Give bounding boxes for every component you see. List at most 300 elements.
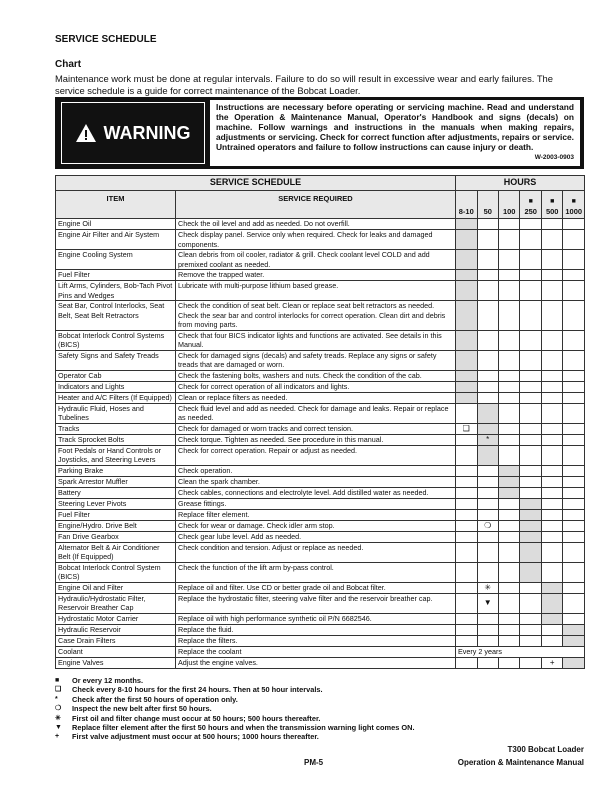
hours-cell — [520, 509, 541, 520]
hours-cell — [563, 542, 585, 562]
hours-cell — [520, 613, 541, 624]
table-row — [56, 624, 585, 635]
warning-code: W-2003-0903 — [534, 154, 574, 161]
hours-cell — [563, 219, 585, 230]
legend-note — [55, 723, 415, 732]
hours-cell — [541, 403, 562, 423]
hours-cell — [563, 423, 585, 434]
hours-cell — [498, 392, 519, 403]
item-header: ITEM — [56, 191, 176, 219]
table-row — [56, 370, 585, 381]
table-row — [56, 392, 585, 403]
hours-cell — [477, 423, 498, 434]
hours-cell — [498, 542, 519, 562]
service-cell: Adjust the engine valves. — [176, 657, 456, 668]
hours-cell — [563, 562, 585, 582]
hours-cell — [520, 657, 541, 668]
hours-cell — [498, 465, 519, 476]
legend-symbol: ✳ — [55, 714, 61, 722]
hours-cell — [456, 434, 477, 445]
hours-cell — [520, 350, 541, 370]
hours-cell — [563, 531, 585, 542]
hours-cell — [520, 476, 541, 487]
item-cell: Engine Air Filter and Air System — [56, 230, 176, 250]
service-cell: Check for correct operation of all indicators and lights. — [176, 381, 456, 392]
item-cell: Seat Bar, Control Interlocks, Seat Belt, Seat Belt Retractors — [56, 301, 176, 331]
service-cell: Check torque. Tighten as needed. See procedure in this manual. — [176, 434, 456, 445]
hours-cell — [456, 301, 477, 331]
hours-cell — [477, 520, 498, 531]
hours-cell — [498, 250, 519, 270]
warning-text-box — [210, 100, 580, 166]
hours-cell — [563, 613, 585, 624]
legend-note — [55, 732, 415, 741]
table-row — [56, 465, 585, 476]
hours-cell — [563, 487, 585, 498]
hours-cell — [498, 381, 519, 392]
service-cell: Grease fittings. — [176, 498, 456, 509]
hours-cell — [477, 270, 498, 281]
item-cell: Hydraulic Fluid, Hoses and Tubelines — [56, 403, 176, 423]
item-cell: Hydraulic Reservoir — [56, 624, 176, 635]
hours-header-50 — [477, 191, 498, 219]
warning-box — [55, 97, 584, 169]
service-cell: Replace the fluid. — [176, 624, 456, 635]
hours-cell — [456, 330, 477, 350]
hours-cell — [456, 562, 477, 582]
table-row — [56, 445, 585, 465]
hours-label: 100 — [502, 206, 516, 216]
hours-cell — [520, 250, 541, 270]
table-row — [56, 219, 585, 230]
table-row — [56, 613, 585, 624]
note-symbol: * — [486, 434, 490, 444]
hours-cell — [477, 542, 498, 562]
hours-cell — [541, 542, 562, 562]
service-cell: Replace the filters. — [176, 635, 456, 646]
item-cell: Engine Oil — [56, 219, 176, 230]
table-row — [56, 582, 585, 593]
hours-cell — [498, 350, 519, 370]
note-symbol: ▼ — [483, 598, 492, 608]
hours-cell — [541, 562, 562, 582]
page-number: PM-5 — [304, 758, 324, 767]
hours-cell — [563, 281, 585, 301]
hours-cell — [563, 381, 585, 392]
hours-cell — [477, 593, 498, 613]
hours-cell — [541, 423, 562, 434]
hours-cell — [498, 657, 519, 668]
table-row — [56, 542, 585, 562]
service-cell: Replace the coolant — [176, 646, 456, 657]
hours-cell — [541, 635, 562, 646]
hours-mark: ■ — [550, 198, 555, 205]
item-cell: Bobcat Interlock Control System (BICS) — [56, 562, 176, 582]
hours-cell — [541, 350, 562, 370]
hours-cell — [563, 476, 585, 487]
item-cell: Engine Cooling System — [56, 250, 176, 270]
warning-label: WARNING — [103, 122, 191, 143]
section-heading: Chart — [55, 59, 82, 70]
service-cell: Check fluid level and add as needed. Check for damage and leaks. Repair or replace as needed. — [176, 403, 456, 423]
service-cell: Check that four BICS indicator lights and functions are activated. See details in this Manual. — [176, 330, 456, 350]
legend-text: Or every 12 months. — [72, 676, 144, 685]
hours-cell — [520, 230, 541, 250]
hours-cell — [563, 635, 585, 646]
hours-cell — [563, 434, 585, 445]
hours-cell — [456, 582, 477, 593]
legend-note — [55, 714, 415, 723]
hours-cell — [477, 624, 498, 635]
hours-cell — [563, 250, 585, 270]
hours-cell — [498, 562, 519, 582]
table-title: SERVICE SCHEDULE — [56, 176, 456, 191]
hours-cell — [563, 624, 585, 635]
item-cell: Steering Lever Pivots — [56, 498, 176, 509]
table-row — [56, 423, 585, 434]
hours-cell — [498, 487, 519, 498]
hours-cell — [563, 330, 585, 350]
hours-cell — [520, 301, 541, 331]
hours-cell — [498, 370, 519, 381]
hours-cell — [477, 392, 498, 403]
item-cell: Fuel Filter — [56, 270, 176, 281]
hours-cell — [477, 350, 498, 370]
hours-cell — [477, 465, 498, 476]
warning-text: Instructions are necessary before operating or servicing machine. Read and understand the Operation & Maintenance Manual, Operator's Handbook and signs (decals) on machine. Follow warnings and instructions in the manuals when making repairs, adjustments or servicing. Check for correct function after adjustments, repairs or service. Untrained operators and failure to follow instructions can cause injury or death. — [216, 102, 574, 152]
item-cell: Bobcat Interlock Control Systems (BICS) — [56, 330, 176, 350]
legend-text: Replace filter element after the first 50 hours and when the transmission warning light comes ON. — [72, 723, 415, 733]
hours-cell — [541, 230, 562, 250]
service-cell: Replace filter element. — [176, 509, 456, 520]
warning-triangle-icon — [76, 124, 96, 142]
service-cell: Check the condition of seat belt. Clean or replace seat belt retractors as needed. Check the sear bar and control interlocks for correct operation. Clean dirt and debris from moving parts. — [176, 301, 456, 331]
item-cell: Lift Arms, Cylinders, Bob-Tach Pivot Pins and Wedges — [56, 281, 176, 301]
hours-cell — [563, 301, 585, 331]
hours-cell — [541, 624, 562, 635]
table-row — [56, 270, 585, 281]
legend-note — [55, 695, 415, 704]
footer-title-2: Operation & Maintenance Manual — [457, 758, 584, 767]
hours-cell — [456, 465, 477, 476]
hours-cell — [477, 330, 498, 350]
table-row — [56, 250, 585, 270]
hours-cell — [477, 509, 498, 520]
legend-symbol: * — [55, 695, 58, 703]
hours-cell — [563, 230, 585, 250]
hours-cell — [563, 593, 585, 613]
hours-cell — [563, 520, 585, 531]
hours-cell — [498, 219, 519, 230]
legend-note — [55, 704, 415, 713]
legend-symbol: + — [55, 733, 60, 741]
hours-cell — [563, 270, 585, 281]
legend-notes — [55, 676, 415, 742]
hours-cell — [498, 582, 519, 593]
hours-cell — [498, 270, 519, 281]
hours-cell — [477, 635, 498, 646]
hours-cell — [563, 370, 585, 381]
hours-label: 250 — [524, 206, 537, 216]
table-row — [56, 520, 585, 531]
hours-cell — [456, 281, 477, 301]
note-symbol: ✳ — [484, 582, 492, 592]
hours-cell — [456, 531, 477, 542]
hours-cell — [456, 542, 477, 562]
table-row — [56, 476, 585, 487]
legend-symbol: ❍ — [55, 705, 62, 713]
hours-cell — [498, 613, 519, 624]
item-cell: Operator Cab — [56, 370, 176, 381]
table-row — [56, 434, 585, 445]
hours-cell — [498, 476, 519, 487]
legend-note — [55, 685, 415, 694]
service-cell: Clean the spark chamber. — [176, 476, 456, 487]
hours-cell — [563, 350, 585, 370]
hours-cell — [520, 423, 541, 434]
hours-cell — [477, 434, 498, 445]
note-symbol: + — [549, 657, 555, 667]
hours-cell — [541, 392, 562, 403]
hours-cell — [477, 613, 498, 624]
hours-header-250 — [520, 191, 541, 219]
hours-cell — [520, 635, 541, 646]
hours-cell — [541, 498, 562, 509]
hours-cell — [563, 582, 585, 593]
page-heading: SERVICE SCHEDULE — [55, 34, 157, 45]
hours-cell — [541, 445, 562, 465]
service-cell: Check gear lube level. Add as needed. — [176, 531, 456, 542]
hours-cell — [541, 520, 562, 531]
hours-cell — [520, 392, 541, 403]
hours-cell — [498, 230, 519, 250]
service-cell: Check the oil level and add as needed. Do not overfill. — [176, 219, 456, 230]
hours-cell — [541, 476, 562, 487]
item-cell: Engine Oil and Filter — [56, 582, 176, 593]
hours-cell — [541, 613, 562, 624]
hours-cell — [456, 403, 477, 423]
hours-label: 50 — [483, 206, 492, 216]
legend-text: Inspect the new belt after first 50 hours. — [72, 704, 212, 714]
table-row — [56, 301, 585, 331]
table-row — [56, 403, 585, 423]
item-cell: Fuel Filter — [56, 509, 176, 520]
item-cell: Coolant — [56, 646, 176, 657]
service-schedule-table — [55, 175, 585, 669]
item-cell: Spark Arrestor Muffler — [56, 476, 176, 487]
hours-cell — [498, 423, 519, 434]
item-cell: Safety Signs and Safety Treads — [56, 350, 176, 370]
hours-cell — [456, 624, 477, 635]
item-cell: Engine Valves — [56, 657, 176, 668]
service-cell: Check for correct operation. Repair or adjust as needed. — [176, 445, 456, 465]
service-cell: Check condition and tension. Adjust or replace as needed. — [176, 542, 456, 562]
hours-cell — [477, 476, 498, 487]
hours-cell — [456, 219, 477, 230]
hours-cell — [477, 582, 498, 593]
hours-cell — [541, 509, 562, 520]
hours-cell — [498, 520, 519, 531]
hours-cell — [456, 392, 477, 403]
hours-cell — [477, 370, 498, 381]
hours-cell — [520, 403, 541, 423]
item-cell: Track Sprocket Bolts — [56, 434, 176, 445]
table-row — [56, 531, 585, 542]
table-row — [56, 646, 585, 657]
intro-paragraph: Maintenance work must be done at regular intervals. Failure to do so will result in excessive wear and early failures. The service schedule is a guide for correct maintenance of the Bobcat Loader. — [55, 73, 553, 96]
table-row — [56, 657, 585, 668]
hours-header-1000 — [563, 191, 585, 219]
hours-cell — [563, 403, 585, 423]
hours-cell — [456, 230, 477, 250]
table-row — [56, 562, 585, 582]
interval-span-cell: Every 2 years — [456, 646, 585, 657]
table-row — [56, 509, 585, 520]
hours-cell — [456, 350, 477, 370]
hours-header-100 — [498, 191, 519, 219]
hours-mark: ■ — [528, 198, 533, 205]
hours-label: 500 — [545, 206, 559, 216]
hours-cell — [541, 370, 562, 381]
hours-cell — [477, 301, 498, 331]
table-row — [56, 330, 585, 350]
hours-cell — [563, 657, 585, 668]
hours-cell — [563, 445, 585, 465]
hours-cell — [541, 381, 562, 392]
hours-cell — [520, 520, 541, 531]
hours-cell — [541, 465, 562, 476]
hours-cell — [520, 593, 541, 613]
hours-cell — [541, 330, 562, 350]
footer-title-1: T300 Bobcat Loader — [507, 745, 584, 754]
hours-cell — [498, 509, 519, 520]
hours-cell — [541, 582, 562, 593]
hours-cell — [563, 465, 585, 476]
hours-cell — [456, 445, 477, 465]
hours-cell — [477, 403, 498, 423]
item-cell: Engine/Hydro. Drive Belt — [56, 520, 176, 531]
legend-text: Check after the first 50 hours of operation only. — [72, 694, 238, 704]
hours-cell — [541, 593, 562, 613]
hours-cell — [541, 270, 562, 281]
item-cell: Fan Drive Gearbox — [56, 531, 176, 542]
service-cell: Check operation. — [176, 465, 456, 476]
service-cell: Clean or replace filters as needed. — [176, 392, 456, 403]
hours-cell — [520, 445, 541, 465]
hours-cell — [477, 531, 498, 542]
legend-symbol: ❑ — [55, 686, 62, 694]
item-cell: Hydraulic/Hydrostatic Filter, Reservoir Breather Cap — [56, 593, 176, 613]
hours-cell — [456, 250, 477, 270]
item-cell: Hydrostatic Motor Carrier — [56, 613, 176, 624]
hours-header-8-10 — [456, 191, 477, 219]
hours-cell — [563, 392, 585, 403]
hours-cell — [456, 509, 477, 520]
hours-cell — [520, 498, 541, 509]
hours-cell — [456, 270, 477, 281]
hours-cell — [477, 219, 498, 230]
hours-cell — [520, 465, 541, 476]
hours-cell — [456, 476, 477, 487]
hours-cell — [498, 301, 519, 331]
hours-cell — [563, 498, 585, 509]
hours-cell — [477, 230, 498, 250]
hours-title: HOURS — [456, 176, 585, 191]
hours-cell — [541, 219, 562, 230]
item-cell: Alternator Belt & Air Conditioner Belt (If Equipped) — [56, 542, 176, 562]
hours-cell — [456, 657, 477, 668]
hours-cell — [477, 498, 498, 509]
hours-cell — [477, 487, 498, 498]
hours-cell — [498, 498, 519, 509]
service-header: SERVICE REQUIRED — [176, 191, 456, 219]
hours-cell — [520, 281, 541, 301]
hours-cell — [563, 509, 585, 520]
table-row — [56, 487, 585, 498]
service-cell: Lubricate with multi-purpose lithium based grease. — [176, 281, 456, 301]
hours-cell — [520, 219, 541, 230]
service-cell: Check for damaged or worn tracks and correct tension. — [176, 423, 456, 434]
legend-symbol: ▼ — [55, 724, 62, 732]
hours-cell — [498, 281, 519, 301]
item-cell: Case Drain Filters — [56, 635, 176, 646]
hours-cell — [456, 487, 477, 498]
service-cell: Check for wear or damage. Check idler arm stop. — [176, 520, 456, 531]
hours-cell — [541, 657, 562, 668]
service-cell: Replace oil and filter. Use CD or better grade oil and Bobcat filter. — [176, 582, 456, 593]
hours-cell — [541, 487, 562, 498]
hours-cell — [520, 542, 541, 562]
hours-cell — [477, 381, 498, 392]
note-symbol: ❍ — [484, 520, 492, 530]
table-row — [56, 593, 585, 613]
service-cell: Clean debris from oil cooler, radiator & grill. Check coolant level COLD and add premixed coolant as needed. — [176, 250, 456, 270]
hours-mark: ■ — [571, 198, 576, 205]
service-cell: Check the fastening bolts, washers and nuts. Check the condition of the cab. — [176, 370, 456, 381]
hours-cell — [520, 562, 541, 582]
hours-cell — [498, 403, 519, 423]
hours-cell — [541, 434, 562, 445]
item-cell: Indicators and Lights — [56, 381, 176, 392]
hours-cell — [541, 301, 562, 331]
table-row — [56, 635, 585, 646]
hours-cell — [498, 531, 519, 542]
hours-cell — [498, 434, 519, 445]
hours-cell — [456, 498, 477, 509]
hours-cell — [541, 531, 562, 542]
hours-cell — [498, 445, 519, 465]
table-row — [56, 381, 585, 392]
hours-header-500 — [541, 191, 562, 219]
hours-cell — [520, 531, 541, 542]
hours-cell — [520, 487, 541, 498]
table-row — [56, 230, 585, 250]
hours-cell — [477, 562, 498, 582]
hours-cell — [498, 593, 519, 613]
service-cell: Replace oil with high performance synthetic oil P/N 6682546. — [176, 613, 456, 624]
hours-cell — [456, 593, 477, 613]
hours-cell — [541, 250, 562, 270]
hours-cell — [477, 445, 498, 465]
service-cell: Remove the trapped water. — [176, 270, 456, 281]
hours-cell — [477, 281, 498, 301]
hours-cell — [456, 423, 477, 434]
hours-cell — [456, 370, 477, 381]
service-cell: Check cables, connections and electrolyte level. Add distilled water as needed. — [176, 487, 456, 498]
note-symbol: ❑ — [462, 423, 470, 433]
hours-cell — [498, 635, 519, 646]
legend-text: Check every 8-10 hours for the first 24 hours. Then at 50 hour intervals. — [72, 685, 323, 695]
